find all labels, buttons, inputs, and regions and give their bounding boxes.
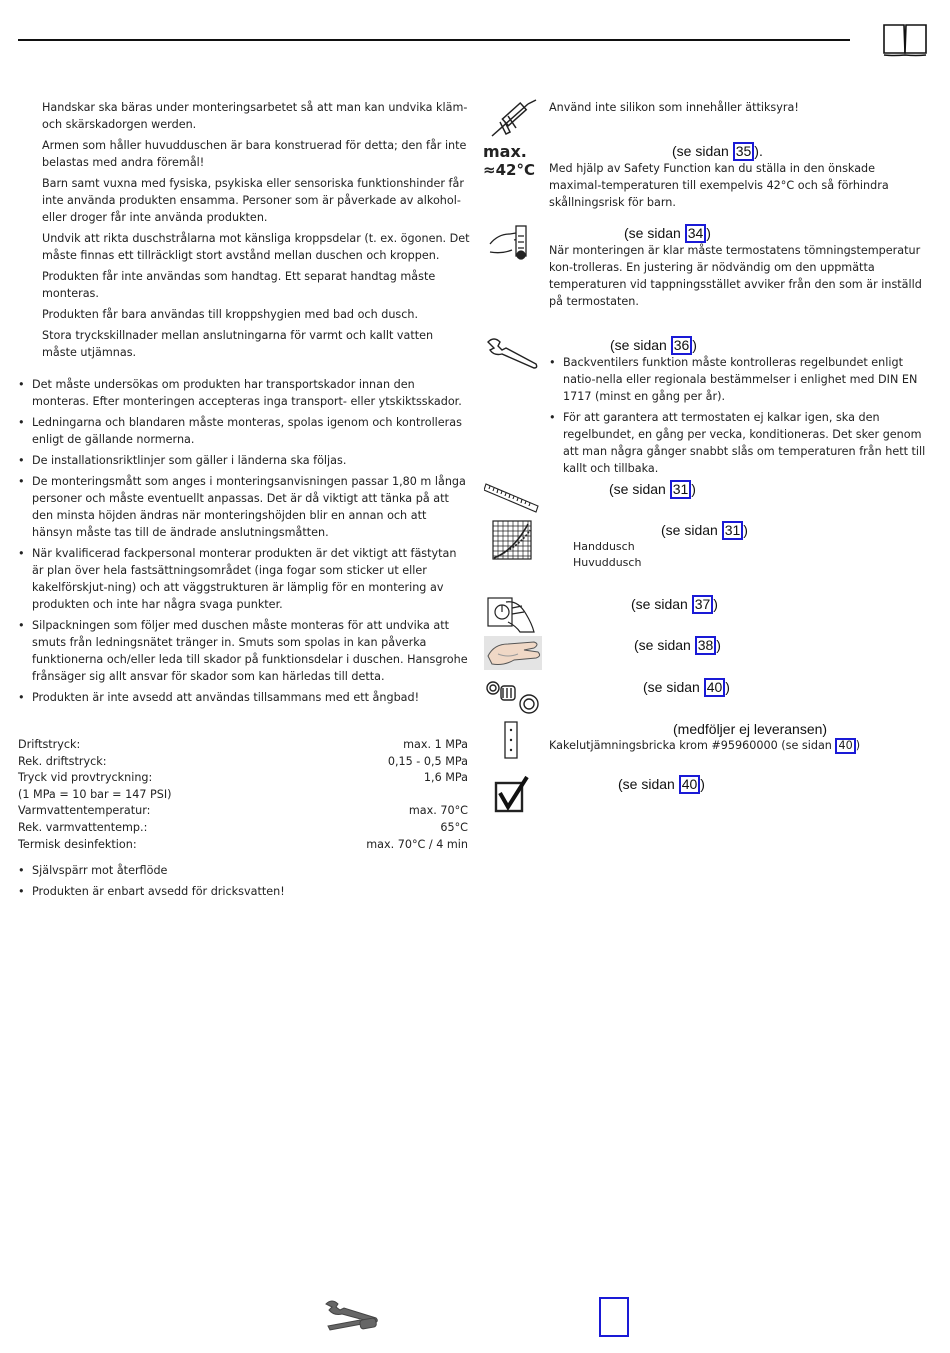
- safety-function-ref: [672, 142, 763, 161]
- cleaning-ref: [634, 636, 721, 655]
- spec-value: 65°C: [440, 820, 468, 834]
- mounting-note: • Det måste undersökas om produkten har transportskador innan den monteras. Efter monteringen accepteras inga transport- eller ytskiktsskador.: [18, 376, 470, 410]
- close-paren: ): [743, 522, 748, 538]
- book-icon: [882, 22, 928, 58]
- safety-note: Handskar ska bäras under monteringsarbetet så att man kan undvika kläm- och skärskadorgen werden.: [42, 101, 468, 131]
- spec-value: 1,6 MPa: [423, 771, 468, 785]
- page-link[interactable]: 40: [679, 775, 701, 794]
- thermostat-text: När monteringen är klar måste termostatens tömningstemperatur kon-trolleras. En justering är nödvändig om den uppmätta temperaturen vid tappningsstället avviker från den som är inställd på termostaten.: [549, 244, 922, 308]
- spec-value: max. 70°C / 4 min: [366, 837, 468, 851]
- page-link[interactable]: 31: [670, 480, 692, 499]
- flow-ref: [661, 521, 748, 540]
- spec-label: Driftstryck:: [18, 738, 81, 751]
- close-paren: ): [725, 679, 730, 695]
- maintenance-note: • För att garantera att termostaten ej kalkar igen, ska den regelbundet, en gång per vecka, konditioneras. Det sker genom att man några gånger snabbt slås om temperaturen från hett till kallt och tillbaka.: [549, 409, 931, 477]
- silicone-gun-icon: [488, 98, 544, 140]
- header-rule: [18, 39, 850, 41]
- tech-note: • Produkten är enbart avsedd för dricksvatten!: [18, 883, 470, 900]
- maintenance-notes: [549, 354, 931, 481]
- flow-chart-icon: [492, 520, 532, 560]
- close-paren: ): [754, 143, 759, 159]
- see-page-label: (se sidan: [624, 225, 685, 241]
- see-page-label: (se sidan: [609, 481, 670, 497]
- test-ref: [618, 775, 705, 794]
- flow-label-handdusch: Handdusch: [573, 540, 635, 553]
- close-paren: ): [691, 481, 696, 497]
- table-row: [18, 803, 468, 820]
- max-label: max.: [483, 142, 527, 161]
- page-link[interactable]: 40: [704, 678, 726, 697]
- close-paren: ): [713, 596, 718, 612]
- spare-parts-icon: [483, 676, 541, 716]
- mounting-note: • Ledningarna och blandaren måste monteras, spolas igenom och kontrolleras enligt de gällande normerna.: [18, 414, 470, 448]
- cleaning-hand-icon: [484, 634, 542, 670]
- max-temp-icon: [483, 143, 535, 179]
- parts-ref: [643, 678, 730, 697]
- spec-label: (1 MPa = 10 bar = 147 PSI): [18, 787, 172, 801]
- spec-label: Rek. varmvattentemp.:: [18, 820, 148, 834]
- table-row: [18, 787, 468, 804]
- tech-notes: [18, 862, 470, 904]
- spec-value: max. 70°C: [408, 804, 468, 818]
- mounting-note: • Silpackningen som följer med duschen måste monteras för att undvika att smuts från ledningsnätet tränger in. Smuts som spolas in kan påverka funktionerna och/eller leda till skador på funktionsdelar i duschen. Hansgrohe frånsäger sig allt ansvar för skador som kan härledas till detta.: [18, 617, 470, 685]
- thermometer-hand-icon: [488, 222, 538, 264]
- wrench-icon: [484, 336, 540, 370]
- page-link[interactable]: 31: [722, 521, 744, 540]
- spec-value: [289, 787, 468, 804]
- flow-labels: [573, 539, 773, 571]
- table-row: [18, 837, 468, 854]
- safety-note: Undvik att rikta duschstrålarna mot känsliga kroppsdelar (t. ex. ögonen. Det måste finnas ett tillräckligt stort avstånd mellan duschen och kroppen.: [42, 232, 470, 262]
- maintenance-note: • Backventilers funktion måste kontrolleras regelbundet enligt natio-nella eller regionala bestämmelser i enlighet med DIN EN 1717 (minst en gång per år).: [549, 354, 931, 405]
- tech-data-table: [18, 737, 468, 853]
- page-link[interactable]: 35: [733, 142, 755, 161]
- dimensions-ref: [609, 480, 696, 499]
- safety-function-text: Med hjälp av Safety Function kan du ställa in den önskade maximal-temperaturen till exempelvis 42°C och så förhindra skållningsrisk för barn.: [549, 162, 889, 209]
- see-page-label: (se sidan: [643, 679, 704, 695]
- safety-note: Barn samt vuxna med fysiska, psykiska eller sensoriska funktionshinder får inte använda produkten ensamma. Personer som är påverkade av alkohol- eller droger får inte använda produkten.: [42, 177, 464, 224]
- safety-note: Stora tryckskillnader mellan anslutningarna för varmt och kallt vatten måste utjämnas.: [42, 329, 434, 359]
- see-page-label: (se sidan: [672, 143, 733, 159]
- spec-value: 0,15 - 0,5 MPa: [387, 754, 468, 768]
- mounting-note: • När kvalificerad fackpersonal monterar produkten är det viktigt att fästytan är plan över hela fastsättningsområdet (inga fogar som sticker ut eller kakelförskjut-ning) och att väggstrukturen är lämplig för en montering av produkten och inte har några svaga punkter.: [18, 545, 470, 613]
- flow-label-huvuddusch: Huvuddusch: [573, 556, 642, 569]
- spec-label: Rek. driftstryck:: [18, 754, 107, 768]
- page-link[interactable]: 37: [692, 595, 714, 614]
- operating-hand-icon: [486, 594, 538, 634]
- see-page-label: (se sidan: [610, 337, 671, 353]
- table-row: [18, 770, 468, 787]
- thermostat-ref: [624, 224, 711, 243]
- page-link[interactable]: 40: [835, 738, 855, 754]
- tile-spacer-icon: [502, 720, 520, 760]
- close-paren: ): [692, 337, 697, 353]
- safety-notes: [42, 99, 470, 365]
- checkbox-icon: [494, 775, 530, 813]
- see-page-label: (se sidan: [661, 522, 722, 538]
- table-row: [18, 737, 468, 754]
- page-link[interactable]: 38: [695, 636, 717, 655]
- safety-note: Produkten får inte användas som handtag. Ett separat handtag måste monteras.: [42, 270, 436, 300]
- temp-label: ≈42°C: [483, 161, 535, 179]
- tools-icon: [324, 1298, 380, 1336]
- spec-value: max. 1 MPa: [403, 738, 468, 751]
- page-link[interactable]: 34: [685, 224, 707, 243]
- silicone-note: Använd inte silikon som innehåller ättiksyra!: [549, 101, 799, 114]
- accessory-label: Kakelutjämningsbricka krom #95960000 (se sidan: [549, 739, 836, 752]
- ruler-icon: [484, 480, 540, 516]
- safety-note: Armen som håller huvudduschen är bara konstruerad för detta; den får inte belastas med andra föremål!: [42, 139, 467, 169]
- spec-label: Termisk desinfektion:: [18, 837, 137, 851]
- see-page-label: (se sidan: [634, 637, 695, 653]
- close-paren: ): [855, 739, 861, 752]
- spec-label: Varmvattentemperatur:: [18, 804, 151, 818]
- safety-note: Produkten får bara användas till kroppshygien med bad och dusch.: [42, 308, 419, 321]
- operation-ref: [631, 595, 718, 614]
- page-link[interactable]: 36: [671, 336, 693, 355]
- see-page-label: (se sidan: [618, 776, 679, 792]
- accessory-text: [549, 737, 931, 754]
- close-paren: ): [716, 637, 721, 653]
- maintenance-ref: [610, 336, 697, 355]
- tech-note: • Självspärr mot återflöde: [18, 862, 470, 879]
- mounting-note: • De installationsriktlinjer som gäller i länderna ska följas.: [18, 452, 470, 469]
- table-row: [18, 754, 468, 771]
- accessory-heading: (medföljer ej leveransen): [673, 721, 828, 737]
- see-page-label: (se sidan: [631, 596, 692, 612]
- table-row: [18, 820, 468, 837]
- trailing-dot: .: [758, 143, 763, 159]
- mounting-note: • Produkten är inte avsedd att användas tillsammans med ett ångbad!: [18, 689, 470, 706]
- footer-box: [599, 1297, 629, 1337]
- mounting-note: • De monteringsmått som anges i monteringsanvisningen passar 1,80 m långa personer och måste eventuellt anpassas. Det är då viktigt att tänka på att den minsta höjden ändras när monteringshöjden blir en annan och att hänsyn måste tas till de ändrade anslutningsmåtten.: [18, 473, 470, 541]
- spec-label: Tryck vid provtryckning:: [18, 771, 153, 785]
- close-paren: ): [706, 225, 711, 241]
- close-paren: ): [700, 776, 705, 792]
- mounting-notes: [18, 376, 470, 710]
